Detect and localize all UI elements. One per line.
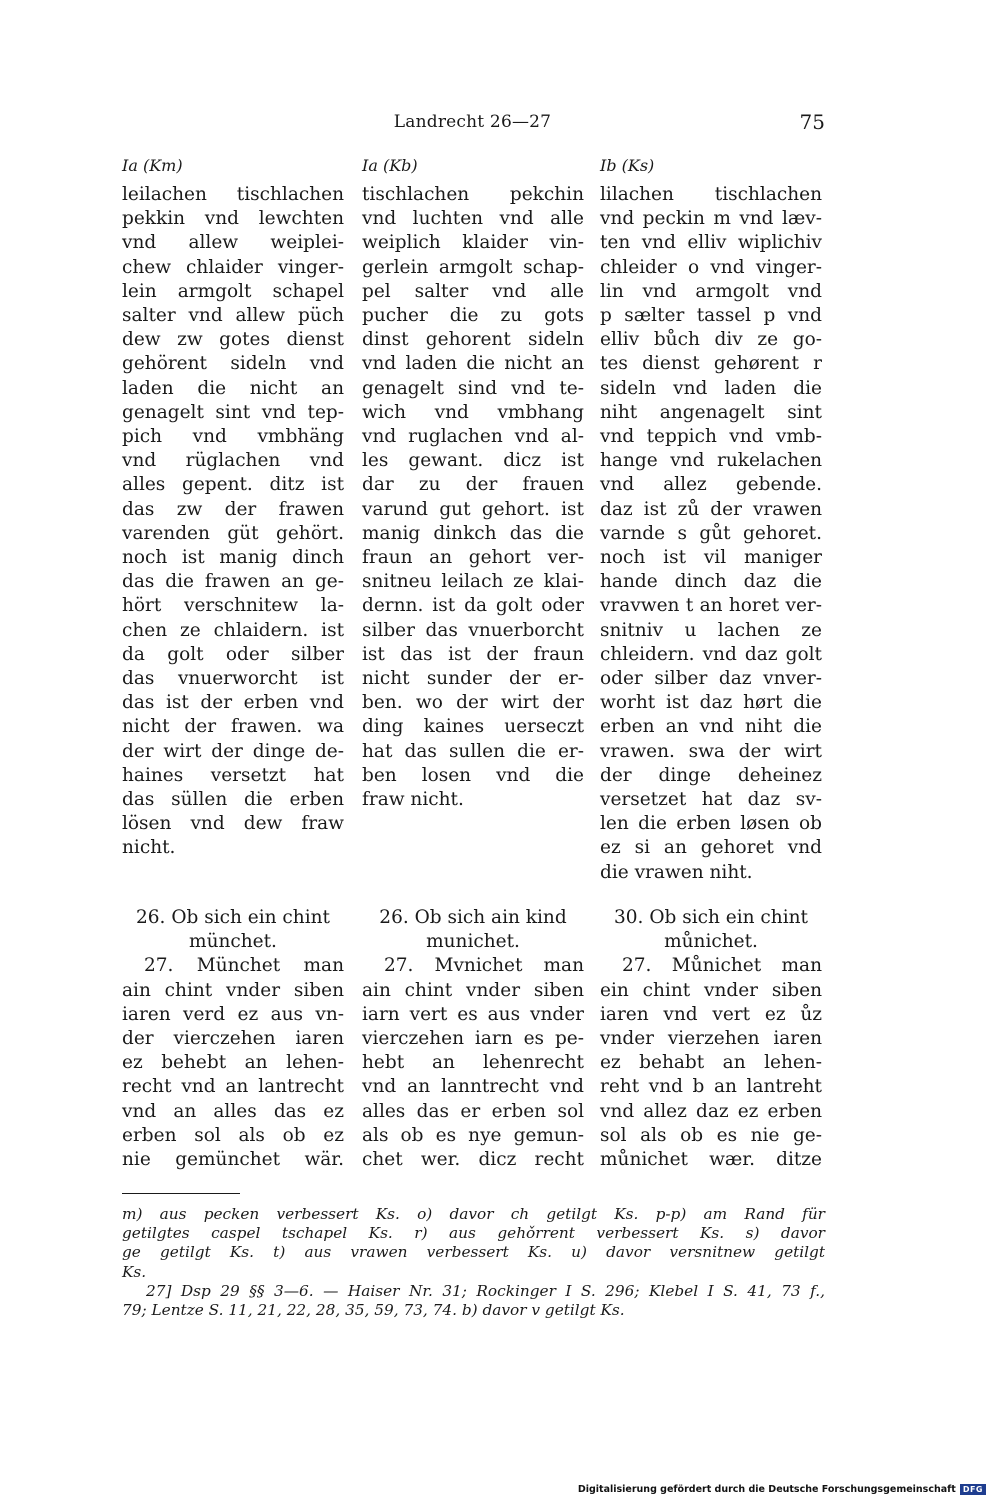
text-line: versetzet hat daz sv- [600, 789, 822, 811]
text-line: varund gut gehort. ist [362, 498, 584, 520]
text-line: 26. Ob sich ain kind [379, 907, 567, 928]
column-siglum: Ia (Km) [122, 156, 183, 175]
text-line: vrawen. swa der wirt [600, 740, 822, 762]
text-line: gerlein armgolt schap- [362, 256, 584, 278]
text-line: ain chint vnder siben [122, 979, 344, 1001]
text-line: genagelt sint vnd tep- [122, 401, 344, 423]
footnote-rule [122, 1193, 240, 1194]
text-line: haines versetzt hat [122, 764, 344, 786]
text-line: munichet. [426, 931, 520, 953]
footnote-line: Ks. [122, 1262, 147, 1281]
text-line: vnd teppich vnd vmb- [600, 426, 822, 448]
text-line: len die erben løsen ob [600, 813, 822, 835]
text-line: vnd allew weiplei- [122, 232, 344, 254]
text-line: elliv bůch div ze go- [600, 329, 822, 351]
text-line: 30. Ob sich ein chint [614, 907, 808, 928]
text-line: chleider o vnd vinger- [600, 256, 822, 278]
text-line: nie gemünchet wär. [122, 1149, 344, 1171]
digitization-credit [578, 1484, 986, 1495]
text-line: lin vnd armgolt vnd [600, 280, 822, 302]
text-line: erben an vnd niht die [600, 716, 822, 738]
section-ks [600, 906, 822, 1172]
footnote-line: getilgtes caspel tschapel Ks. r) aus gehǒrrent verbessert Ks. s) davor [122, 1224, 825, 1243]
credit-text: Digitalisierung gefördert durch die Deutsche Forschungsgemeinschaft [577, 1484, 956, 1495]
text-line: das süllen die erben [122, 789, 344, 811]
section-km [122, 906, 344, 1172]
text-line: noch ist vil maniger [600, 547, 822, 569]
text-line: fraun an gehort ver- [362, 547, 584, 569]
text-line: sideln vnd laden die [600, 377, 822, 399]
text-line: vnder vierzehen iaren [600, 1028, 822, 1050]
text-line: pucher die zu gots [362, 305, 584, 327]
text-line: gehörent sideln vnd [122, 353, 344, 375]
text-line: da golt oder silber [122, 643, 344, 665]
text-line: die vrawen niht. [600, 861, 753, 883]
footnote-line: ge getilgt Ks. t) aus vrawen verbessert Ks. u) davor versnitnew getilgt [122, 1243, 825, 1262]
text-line: varnde s gůt gehoret. [600, 522, 822, 544]
text-line: vnd luchten vnd alle [362, 208, 584, 230]
text-line: ben losen vnd die [362, 764, 584, 786]
text-line: lösen vnd dew fraw [122, 813, 344, 835]
text-line: vierczehen iarn es pe- [362, 1028, 584, 1050]
text-line: leilachen tischlachen [122, 184, 344, 205]
text-line: dew zw gotes dienst [122, 329, 344, 351]
text-line: lilachen tischlachen [600, 184, 822, 205]
text-line: nicht sunder der er- [362, 668, 584, 690]
text-line: pel salter vnd alle [362, 280, 584, 302]
text-line: vnd laden die nicht an [362, 353, 584, 375]
text-line: silber das vnuerborcht [362, 619, 584, 641]
text-line: lein armgolt schapel [122, 280, 344, 302]
text-line: 27. Můnichet man [622, 955, 822, 977]
text-line: salter vnd allew püch [122, 305, 344, 327]
text-line: hebt an lehenrecht [362, 1052, 584, 1074]
text-line: iarn vert es aus vnder [362, 1003, 584, 1025]
text-line: ist das ist der fraun [362, 643, 584, 665]
text-line: recht vnd an lantrecht [122, 1076, 344, 1098]
footnotes [122, 1205, 825, 1320]
text-line: ein chint vnder siben [600, 979, 822, 1001]
text-line: ain chint vnder siben [362, 979, 584, 1001]
text-line: nicht der frawen. wa [122, 716, 344, 738]
text-line: hange vnd rukelachen [600, 450, 822, 472]
text-line: dar zu der frauen [362, 474, 584, 496]
text-line: 27. Münchet man [144, 955, 344, 977]
text-line: fraw nicht. [362, 789, 464, 811]
text-line: hande dinch daz die [600, 571, 822, 593]
text-line: vnd peckin m vnd læv- [600, 208, 822, 230]
text-line: iaren verd ez aus vn- [122, 1003, 344, 1025]
text-line: als ob es nye gemun- [362, 1124, 584, 1146]
section-kb [362, 906, 584, 1172]
text-line: iaren vnd vert ez ůz [600, 1003, 822, 1025]
text-line: dinst gehorent sideln [362, 329, 584, 351]
footnote-line: m) aus pecken verbessert Ks. o) davor ch getilgt Ks. p-p) am Rand für [122, 1205, 825, 1223]
text-line: varenden güt gehört. [122, 522, 344, 544]
text-column-ks [600, 183, 822, 885]
text-line: das ist der erben vnd [122, 692, 344, 714]
text-line: hört verschnitew la- [122, 595, 344, 617]
text-line: snitneu leilach ze klai- [362, 571, 584, 593]
text-line: laden die nicht an [122, 377, 344, 399]
text-line: vnd rüglachen vnd [122, 450, 344, 472]
page-number: 75 [799, 110, 825, 134]
text-line: nicht. [122, 837, 176, 859]
text-line: ten vnd elliv wiplichiv [600, 232, 822, 254]
text-line: pekkin vnd lewchten [122, 208, 344, 230]
text-line: worht ist daz hørt die [600, 692, 822, 714]
dfg-logo-icon: DFG [960, 1484, 986, 1495]
text-line: dernn. ist da golt oder [362, 595, 584, 617]
text-line: vnd allez gebende. [600, 474, 822, 496]
text-line: ez behabt an lehen- [600, 1052, 822, 1074]
text-line: ben. wo der wirt der [362, 692, 584, 714]
text-line: noch ist manig dinch [122, 547, 344, 569]
text-line: chew chlaider vinger- [122, 256, 344, 278]
text-line: chet wer. dicz recht [362, 1149, 584, 1171]
text-line: chen ze chlaidern. ist [122, 619, 344, 641]
text-line: alles gepent. ditz ist [122, 474, 344, 496]
text-line: můnichet. [664, 931, 758, 953]
text-line: der vierczehen iaren [122, 1028, 344, 1050]
text-line: daz ist zů der vrawen [600, 498, 822, 520]
text-line: 27. Mvnichet man [384, 955, 584, 977]
text-line: das vnuerworcht ist [122, 668, 344, 690]
text-line: reht vnd b an lantreht [600, 1076, 822, 1098]
text-line: vnd allez daz ez erben [600, 1100, 822, 1122]
text-line: erben sol als ob ez [122, 1124, 344, 1146]
text-line: tischlachen pekchin [362, 184, 584, 205]
text-line: vnd an lanntrecht vnd [362, 1076, 584, 1098]
text-line: münchet. [189, 931, 277, 953]
page-header [120, 110, 825, 140]
text-line: tes dienst gehørent r [600, 353, 822, 375]
text-line: ding kaines uerseczt [362, 716, 584, 738]
text-line: alles das er erben sol [362, 1100, 584, 1122]
footnote-line: 27] Dsp 29 §§ 3—6. — Haiser Nr. 31; Rockinger I S. 296; Klebel I S. 41, 73 f., [146, 1281, 825, 1300]
text-line: vnd an alles das ez [122, 1100, 344, 1122]
text-line: weiplich klaider vin- [362, 232, 584, 254]
text-line: vnd ruglachen vnd al- [362, 426, 584, 448]
running-title: Landrecht 26—27 [393, 112, 552, 132]
footnote-line: 79; Lentze S. 11, 21, 22, 28, 35, 59, 73, 74. b) davor v getilgt Ks. [122, 1301, 625, 1320]
text-line: vravwen t an horet ver- [600, 595, 822, 617]
text-line: der dinge deheinez [600, 764, 822, 786]
text-line: das die frawen an ge- [122, 571, 344, 593]
column-siglum: Ib (Ks) [600, 156, 655, 175]
text-line: oder silber daz vnver- [600, 668, 822, 690]
text-line: ez behebt an lehen- [122, 1052, 344, 1074]
text-line: hat das sullen die er- [362, 740, 584, 762]
text-column-kb [362, 183, 584, 812]
text-line: niht angenagelt sint [600, 401, 822, 423]
text-line: manig dinkch das die [362, 522, 584, 544]
text-line: wich vnd vmbhang [362, 401, 584, 423]
text-line: les gewant. dicz ist [362, 450, 584, 472]
text-line: ez si an gehoret vnd [600, 837, 822, 859]
text-line: das zw der frawen [122, 498, 344, 520]
text-line: genagelt sind vnd te- [362, 377, 584, 399]
text-line: chleidern. vnd daz golt [600, 643, 822, 665]
text-column-km [122, 183, 344, 861]
text-line: můnichet wær. ditze [600, 1149, 822, 1171]
column-siglum: Ia (Kb) [362, 156, 418, 175]
text-line: sol als ob es nie ge- [600, 1124, 822, 1146]
text-line: der wirt der dinge de- [122, 740, 344, 762]
text-line: 26. Ob sich ein chint [136, 907, 330, 928]
text-line: p sælter tassel p vnd [600, 305, 822, 327]
text-line: pich vnd vmbhäng [122, 426, 344, 448]
text-line: snitniv u lachen ze [600, 619, 822, 641]
